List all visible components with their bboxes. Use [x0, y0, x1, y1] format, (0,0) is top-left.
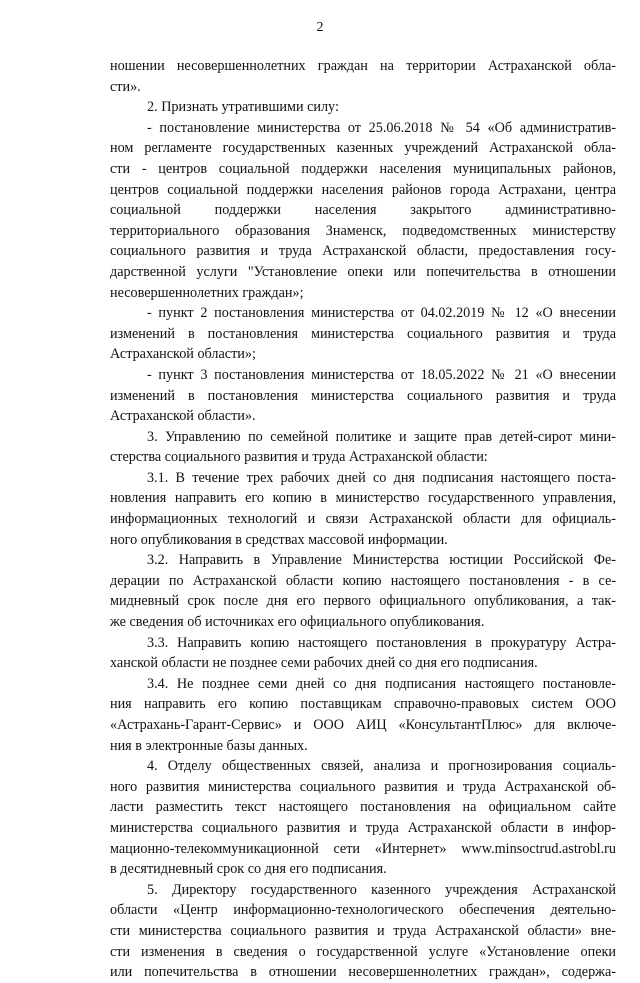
text-line: 2. Признать утратившими силу:: [147, 99, 339, 116]
text-line: - постановление министерства от 25.06.2018 № 54 «Об административ-: [147, 119, 616, 136]
text-line: несовершеннолетних граждан»;: [110, 284, 304, 301]
text-line: 3. Управлению по семейной политике и защите прав детей-сирот мини-: [147, 428, 616, 445]
page-number: 2: [316, 20, 324, 35]
text-line: ния в электронные базы данных.: [110, 737, 308, 754]
text-line: территориального образования Знаменск, подведомственных министерству: [110, 222, 616, 239]
text-line: сти - центров социальной поддержки населения муниципальных районов,: [110, 160, 616, 177]
text-line: социального развития и труда Астраханской области, предоставления госу-: [110, 243, 616, 260]
text-line: мационно-телекоммуникационной сети «Интернет» www.minsoctrud.astrobl.ru: [110, 840, 616, 857]
text-line: ния направить его копию поставщикам справочно-правовых систем ООО: [110, 696, 616, 713]
text-line: сти изменения в сведения о государственной услуге «Установление опеки: [110, 943, 616, 960]
text-line: ханской области не позднее семи рабочих дней со дня его подписания.: [110, 655, 538, 672]
text-line: 3.2. Направить в Управление Министерства юстиции Российской Фе-: [147, 552, 616, 569]
text-line: дерации по Астраханской области копию настоящего постановления - в се-: [110, 572, 616, 589]
text-line: стерства социального развития и труда Астраханской области:: [110, 449, 488, 466]
text-line: 3.3. Направить копию настоящего постановления в прокуратуру Астра-: [147, 634, 616, 651]
text-line: Астраханской области»;: [110, 346, 256, 363]
text-line: изменений в постановления министерства социального развития и труда: [110, 325, 616, 342]
text-line: - пункт 2 постановления министерства от 04.02.2019 № 12 «О внесении: [147, 305, 616, 322]
text-line: «Астрахань-Гарант-Сервис» и ООО АИЦ «КонсультантПлюс» для включе-: [110, 717, 616, 733]
text-line: ного опубликования в средствах массовой информации.: [110, 531, 448, 548]
text-line: 3.4. Не позднее семи дней со дня подписания настоящего постановле-: [147, 675, 616, 692]
text-line: ного развития министерства социального развития и труда Астраханской об-: [110, 778, 616, 795]
text-line: министерства социального развития и труда Астраханской области в инфор-: [110, 819, 616, 836]
text-line: информационных технологий и связи Астраханской области для официаль-: [110, 511, 616, 528]
text-line: ласти разместить текст настоящего постановления на официальном сайте: [110, 799, 616, 816]
text-line: дарственной услуги "Установление опеки или попечительства в отношении: [110, 263, 616, 280]
text-line: же сведения об источниках его официального опубликования.: [110, 614, 485, 631]
text-line: - пункт 3 постановления министерства от 18.05.2022 № 21 «О внесении: [147, 366, 616, 383]
text-line: ном регламенте государственных казенных учреждений Астраханской обла-: [110, 140, 616, 157]
text-line: 3.1. В течение трех рабочих дней со дня подписания настоящего поста-: [147, 469, 616, 486]
text-line: центров социальной поддержки населения районов города Астрахани, центра: [110, 181, 616, 198]
text-line: Астраханской области».: [110, 408, 256, 425]
document-body: [110, 56, 616, 983]
text-line: 5. Директору государственного казенного учреждения Астраханской: [147, 881, 616, 898]
text-line: изменений в постановления министерства социального развития и труда: [110, 387, 616, 404]
text-line: в десятидневный срок со дня его подписания.: [110, 861, 387, 878]
text-line: сти».: [110, 78, 141, 95]
text-line: сти министерства социального развития и труда Астраханской области» вне-: [110, 922, 616, 939]
text-line: новления направить его копию в министерство государственного управления,: [110, 490, 616, 507]
text-line: мидневный срок после дня его первого официального опубликования, а так-: [110, 593, 616, 610]
text-line: социальной поддержки населения закрытого административно-: [110, 202, 616, 219]
text-line: области «Центр информационно-технологического обеспечения деятельно-: [110, 902, 616, 919]
text-line: ношении несовершеннолетних граждан на территории Астраханской обла-: [110, 58, 616, 74]
text-line: или попечительства в отношении несовершеннолетних граждан», содержа-: [110, 964, 616, 981]
text-line: 4. Отделу общественных связей, анализа и прогнозирования социаль-: [147, 758, 616, 775]
